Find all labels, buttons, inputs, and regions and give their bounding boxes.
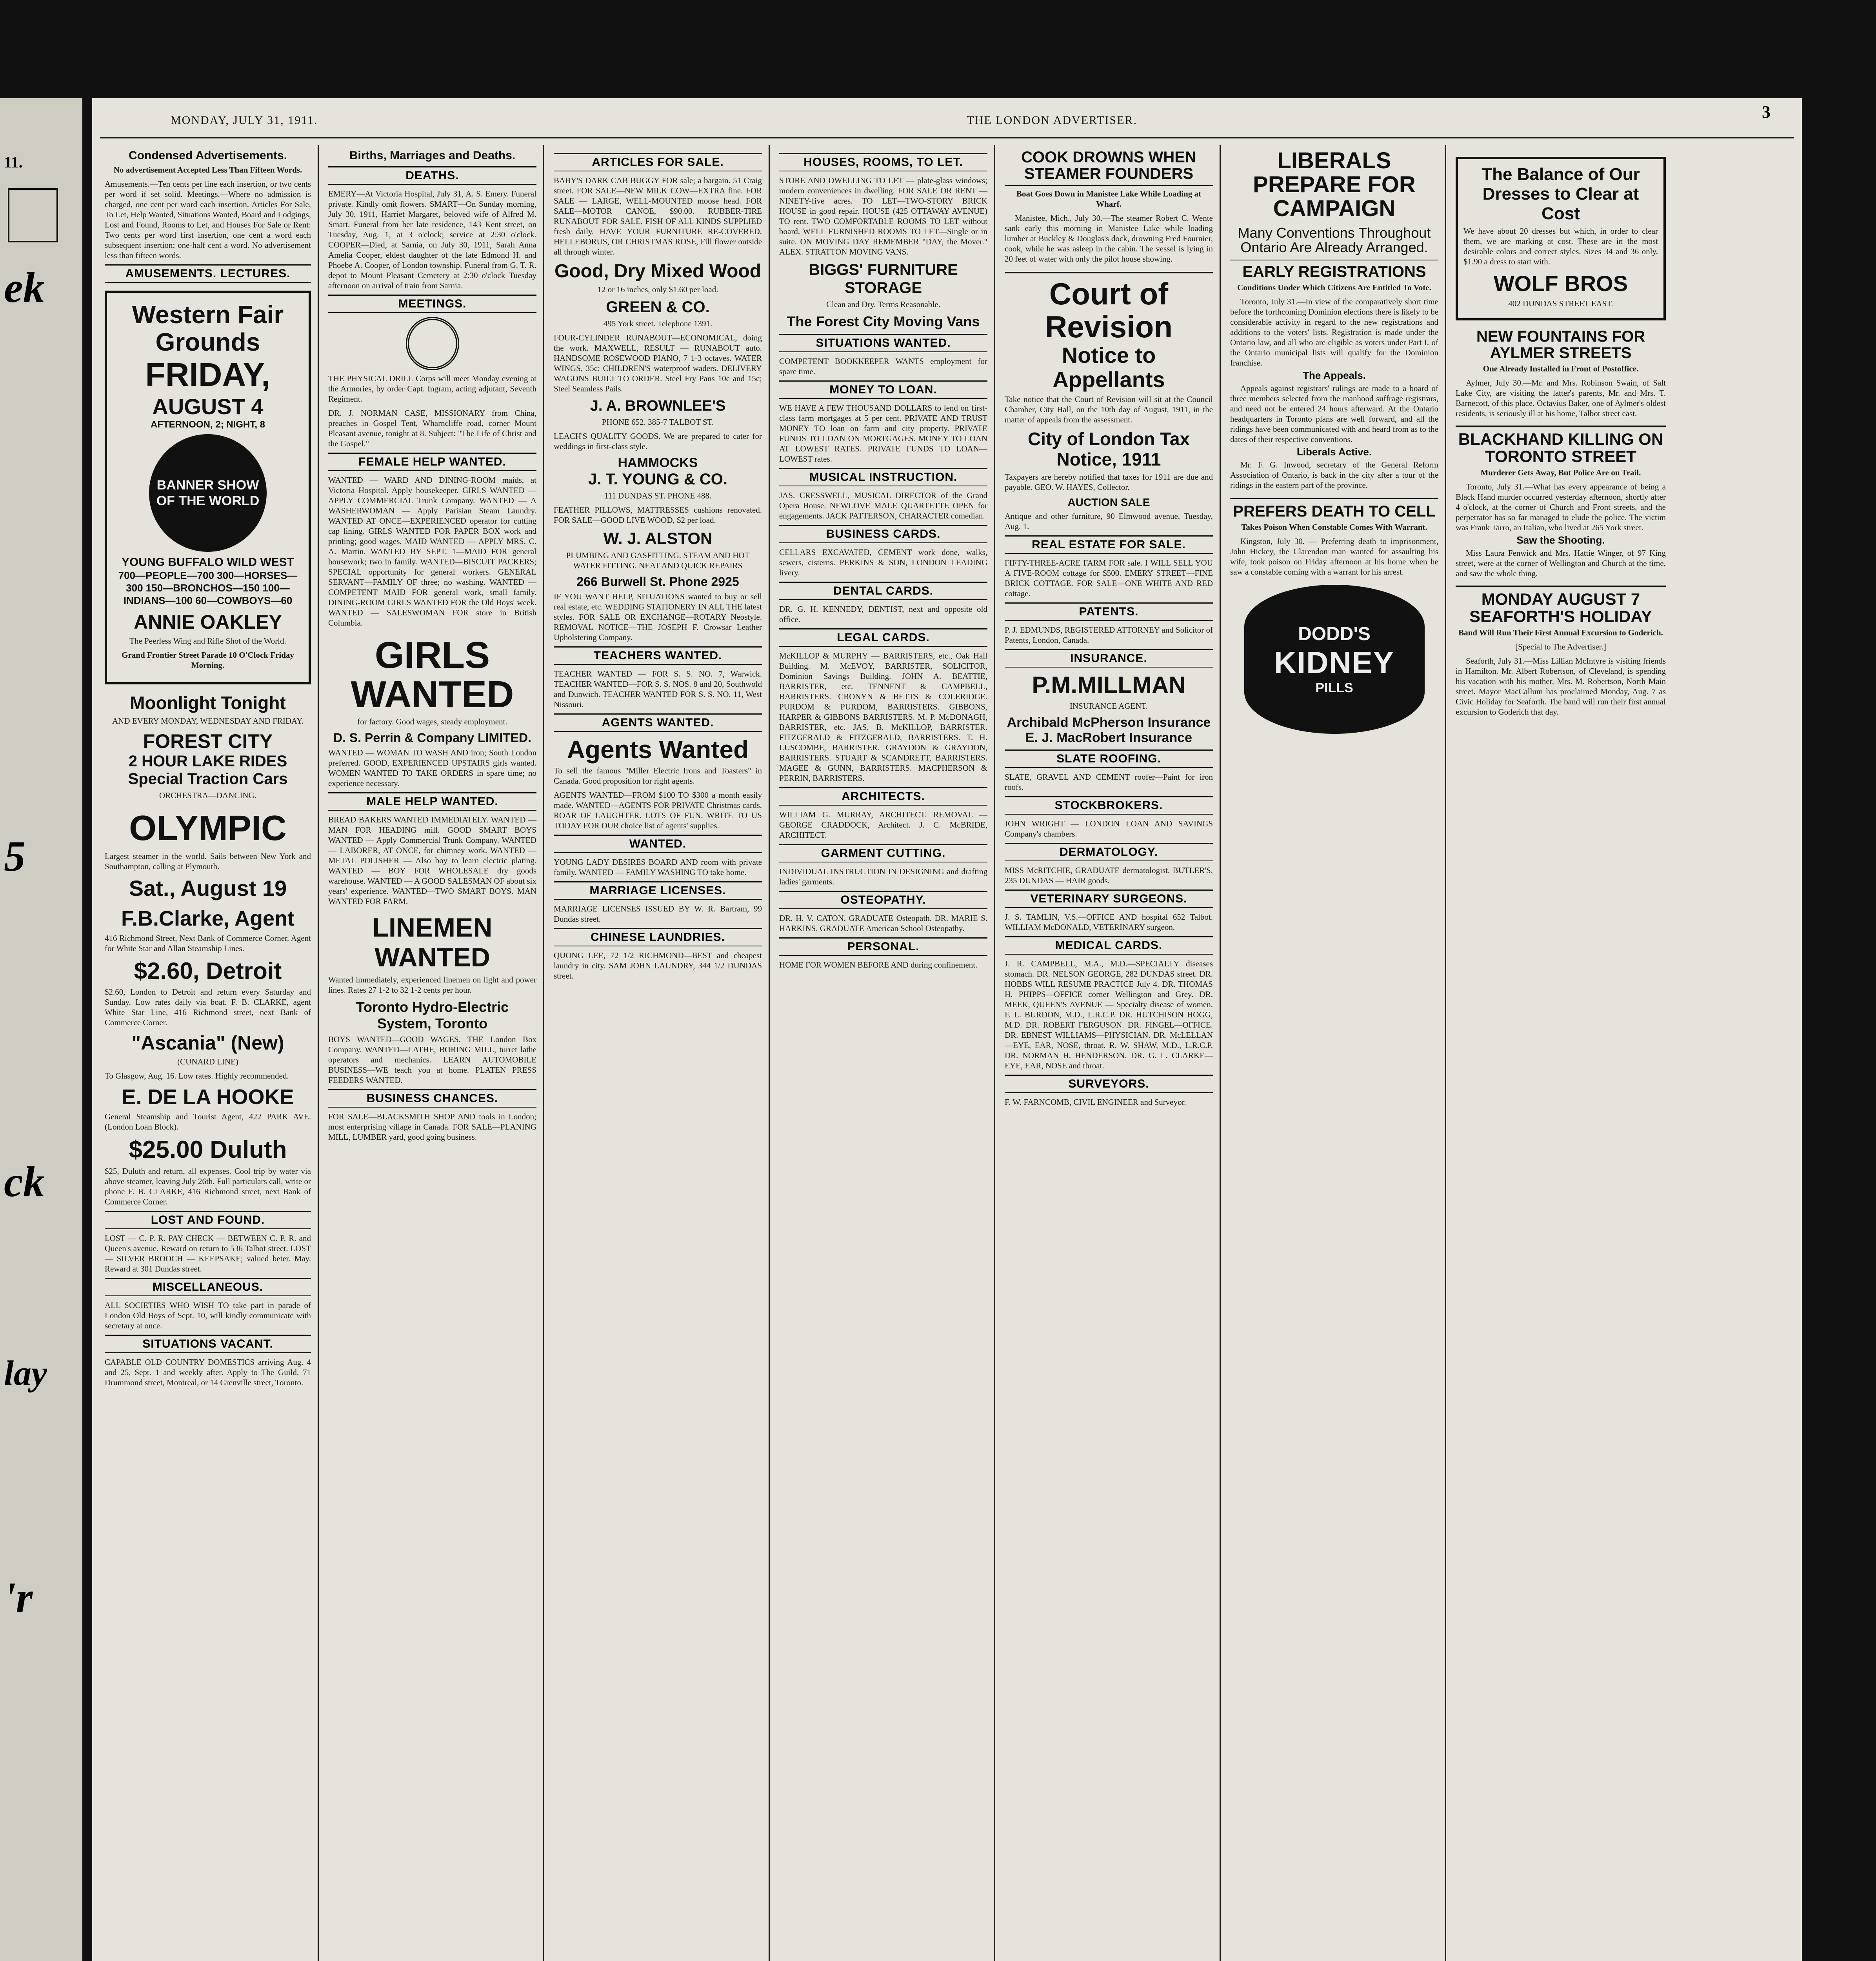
young-addr: 111 DUNDAS ST. PHONE 488. — [604, 491, 712, 500]
vacant-text: CAPABLE OLD COUNTRY DOMESTICS arriving Aug. 4 and 25, Sept. 1 and weekly after. Apply to The Guild, 71 Drummond street, Montreal, or 14 Grenville street, Toronto. — [105, 1357, 311, 1387]
olympic-title: OLYMPIC — [129, 809, 287, 848]
show-name: YOUNG BUFFALO WILD WEST — [122, 556, 294, 569]
article-body: Aylmer, July 30.—Mr. and Mrs. Robinson Swain, of Salt Lake City, are visiting the latter's parents, Mr. and Mrs. T. Barnecott, of this place. Octavius Baker, one of Aylmer's oldest residents, is seriously ill at his home, Talbot street east. — [1456, 378, 1666, 418]
wanted-text: YOUNG LADY DESIRES BOARD AND room with private family. WANTED — FAMILY WASHING TO take home. — [554, 857, 762, 877]
ascania-text: To Glasgow, Aug. 16. Low rates. Highly recommended. — [105, 1071, 289, 1081]
section-header: GARMENT CUTTING. — [779, 844, 987, 862]
section-header: DENTAL CARDS. — [779, 582, 987, 600]
biggs-vans: The Forest City Moving Vans — [787, 313, 980, 329]
emblem-label: BANNER SHOW OF THE WORLD — [156, 478, 260, 508]
linemen-title: LINEMEN WANTED — [372, 913, 493, 972]
column-2 — [324, 149, 541, 1961]
teachers-text: TEACHER WANTED — FOR S. S. NO. 7, Warwick. TEACHER WANTED—FOR S. S. NOS. 8 and 20, Southwold and Dunwich. TEACHER WANTED FOR S. S. NO. 11, West Nissouri. — [554, 669, 762, 709]
hooke-name: E. DE LA HOOKE — [122, 1085, 294, 1109]
column-7 — [1451, 149, 1671, 1961]
article-body: Mr. F. G. Inwood, secretary of the General Reform Association of Ontario, is back in the city after a tour of the ridings in the eastern part of the province. — [1230, 460, 1438, 490]
section-header: DEATHS. — [328, 166, 536, 185]
surveyors-text: F. W. FARNCOMB, CIVIL ENGINEER and Surveyor. — [1005, 1097, 1186, 1107]
strip-fragment: ek — [4, 264, 45, 311]
column-rule — [994, 145, 995, 1961]
column-3 — [549, 149, 767, 1961]
section-header: MALE HELP WANTED. — [328, 792, 536, 811]
agent-text: 416 Richmond Street, Next Bank of Commerce Corner. Agent for White Star and Allan Steamship Lines. — [105, 933, 311, 953]
article-subhead: Band Will Run Their First Annual Excursion to Goderich. — [1458, 628, 1663, 638]
situations-text: COMPETENT BOOKKEEPER WANTS employment for spare time. — [779, 357, 987, 376]
brownlee-text: LEACH'S QUALITY GOODS. We are prepared to cater for weddings in first-class style. — [554, 431, 762, 451]
alston-title: W. J. ALSTON — [603, 529, 713, 548]
agents-title: Agents Wanted — [567, 735, 749, 764]
wood-title: Good, Dry Mixed Wood — [554, 261, 762, 282]
millman-title: P.M.MILLMAN — [1032, 672, 1186, 698]
section-header: MARRIAGE LICENSES. — [554, 881, 762, 900]
article-crosshead: The Appeals. — [1303, 369, 1366, 382]
ascania-title: "Ascania" (New) — [131, 1032, 284, 1054]
marriage-text: MARRIAGE LICENSES ISSUED BY W. R. Bartram, 99 Dundas street. — [554, 904, 762, 924]
newspaper-page — [92, 98, 1802, 1961]
section-header: ARTICLES FOR SALE. — [554, 153, 762, 171]
wolf-bros-ad — [1456, 157, 1666, 320]
article-body: Manistee, Mich., July 30.—The steamer Robert C. Wente sank early this morning in Manistee Lake while loading lumber at Buckley & Douglas's dock, drowning Fred Fournier, cook, while he was asleep in the cabin. The vessel is lying in 20 feet of water with only the pilot house showing. — [1005, 213, 1213, 264]
legal-text: McKILLOP & MURPHY — BARRISTERS, etc., Oak Hall Building. M. McEVOY, BARRISTER, SOLICITOR, Dominion Savings Building. JOHN A. BEATTIE, BARRISTER, etc. TENNENT & CAMPBELL, BARRISTERS. CRONYN & BETTS & COLERIDGE. PURDOM & PURDOM, BARRISTERS. GIBBONS, HARPER & GIBBONS BARRISTERS. M. P. McDONAGH, BARRISTER, etc. JAS. B. McKILLOP, BARRISTER. FITZGERALD & FITZGERALD, BARRISTERS. T. H. LUSCOMBE, BARRISTER. GRAYDON & GRAYDON, BARRISTERS. STUART & SCANDRETT, BARRISTERS. MAGEE & GUNN, BARRISTERS. MACPHERSON & PERRIN, BARRISTERS. — [779, 651, 987, 783]
masthead-paper: THE LONDON ADVERTISER. — [967, 114, 1138, 127]
section-header: MISCELLANEOUS. — [105, 1278, 311, 1296]
ad-title: The Balance of Our Dresses to Clear at Cost — [1482, 165, 1640, 223]
musical-text: JAS. CRESSWELL, MUSICAL DIRECTOR of the Grand Opera House. NEWLOVE MALE QUARTETTE OPEN for engagements. JACK PATTERSON, CHARACTER comedian. — [779, 491, 987, 520]
millman-sub: INSURANCE AGENT. — [1069, 701, 1148, 711]
column-rule — [543, 145, 544, 1961]
article-subhead: Boat Goes Down in Manistee Lake While Loading at Wharf. — [1016, 189, 1201, 209]
ad-firm: WOLF BROS — [1493, 271, 1628, 296]
chinese-text: QUONG LEE, 72 1/2 RICHMOND—BEST and cheapest laundry in city. SAM JOHN LAUNDRY, 344 1/2 DUNDAS street. — [554, 951, 762, 980]
young-text: FEATHER PILLOWS, MATTRESSES cushions renovated. FOR SALE—GOOD LIVE WOOD, $2 per load. — [554, 505, 762, 525]
ad-day: FRIDAY, — [145, 356, 271, 393]
pills-line: KIDNEY — [1274, 645, 1394, 680]
adjacent-page-strip — [0, 98, 82, 1961]
section-header: STOCKBROKERS. — [1005, 796, 1213, 815]
strip-fragment: ck — [4, 1158, 45, 1206]
section-header: TEACHERS WANTED. — [554, 646, 762, 665]
tax-title: City of London Tax Notice, 1911 — [1027, 429, 1190, 469]
emblem-icon — [8, 188, 58, 242]
ad-times: AFTERNOON, 2; NIGHT, 8 — [150, 419, 265, 430]
section-header: WANTED. — [554, 835, 762, 853]
dental-text: DR. G. H. KENNEDY, DENTIST, next and opposite old office. — [779, 604, 987, 624]
section-header: DERMATOLOGY. — [1005, 843, 1213, 861]
article-subhead: Many Conventions Throughout Ontario Are Already Arranged. — [1238, 224, 1431, 256]
vet-text: J. S. TAMLIN, V.S.—OFFICE AND hospital 652 Talbot. WILLIAM McDONALD, VETERINARY surgeon. — [1005, 912, 1213, 932]
agents-ad-text: To sell the famous "Miller Electric Irons and Toasters" in Canada. Good proposition for right agents. — [554, 766, 762, 786]
notice: No advertisement Accepted Less Than Fifteen Words. — [113, 165, 302, 175]
girls-title: GIRLS WANTED — [351, 634, 514, 715]
mcpherson-firm: Archibald McPherson Insurance — [1007, 715, 1211, 730]
article-headline: NEW FOUNTAINS FOR AYLMER STREETS — [1476, 328, 1645, 362]
article-body: Kingston, July 30. — Preferring death to imprisonment, John Hickey, the Clarendon man wanted for assaulting his wife, took poison on Friday afternoon at his home when he saw a constable coming with a warrant for his arrest. — [1230, 537, 1438, 577]
section-header: SLATE ROOFING. — [1005, 749, 1213, 768]
article-body: Toronto, July 31.—In view of the comparatively short time before the forthcoming Dominion elections there is likely to be considerable activity in regard to the new registrations and additions to the voters' lists. Registration is made under the Ontario law, and all who are eligible as voters under Part I. of the Ontario municipal lists will qualify for the Dominion franchise. — [1230, 297, 1438, 368]
detroit-text: $2.60, London to Detroit and return every Saturday and Sunday. Low rates daily via boat. F. B. CLARKE, agent White Star Line, 416 Richmond street, next Bank of Commerce Corner. — [105, 987, 311, 1027]
biggs-sub: Clean and Dry. Terms Reasonable. — [826, 300, 940, 309]
article-headline: PREFERS DEATH TO CELL — [1230, 498, 1438, 520]
osteopathy-text: DR. H. V. CATON, GRADUATE Osteopath. DR. MARIE S. HARKINS, GRADUATE American School Osteopathy. — [779, 913, 987, 933]
section-header: SITUATIONS WANTED. — [779, 334, 987, 352]
houses-text: STORE AND DWELLING TO LET — plate-glass windows; modern conveniences in dwelling. FOR SALE OR RENT — NINETY-five acres. TO LET—TWO-STORY BRICK HOUSE in good repair. HOUSE (425 OTTAWAY AVENUE) TO rent. TWO COMFORTABLE ROOMS TO LET without board. WELL FURNISHED ROOMS TO LET—Single or in suite. ON MOVING DAY REMEMBER "DAY, the Mover." ALEX. STRATTON MOVING VANS. — [779, 176, 987, 256]
architects-text: WILLIAM G. MURRAY, ARCHITECT. REMOVAL — GEORGE CRADDOCK, Architect. J. C. McBRIDE, ARCHITECT. — [779, 810, 987, 840]
article-body: Seaforth, July 31.—Miss Lillian McIntyre is visiting friends in Hamilton. Mr. Albert Robertson, of Cleveland, is spending his vacation with his mother, Mrs. M. Robertson, North Main street. Mayor MacCallum has proclaimed Monday, Aug. 7 as Civic Holiday for Seaforth. The band will run their first annual excursion to Goderich that day. — [1456, 656, 1666, 717]
column-6 — [1225, 149, 1443, 1961]
western-fair-ad — [105, 291, 311, 684]
girls-firm: D. S. Perrin & Company LIMITED. — [333, 731, 531, 745]
strip-fragment: lay — [4, 1354, 47, 1393]
section-header: SURVEYORS. — [1005, 1075, 1213, 1093]
section-header: INSURANCE. — [1005, 649, 1213, 668]
section-header: FEMALE HELP WANTED. — [328, 453, 536, 471]
parade-note: Grand Frontier Street Parade 10 O'Clock Friday Morning. — [122, 650, 294, 670]
agent-name: F.B.Clarke, Agent — [121, 907, 295, 930]
music: ORCHESTRA—DANCING. — [159, 791, 256, 800]
moonlight-sub: AND EVERY MONDAY, WEDNESDAY AND FRIDAY. — [112, 716, 304, 726]
article-subhead: Murderer Gets Away, But Police Are on Trail. — [1480, 468, 1641, 478]
article-headline: MONDAY AUGUST 7 SEAFORTH'S HOLIDAY — [1456, 586, 1666, 625]
strip-fragment: 11. — [4, 153, 23, 171]
section-header: AMUSEMENTS. LECTURES. — [105, 264, 311, 283]
article-subhead: One Already Installed in Front of Postoffice. — [1483, 364, 1639, 373]
duluth-text: $25, Duluth and return, all expenses. Cool trip by water via above steamer, leaving July 26th. Full particulars call, write or phone F. B. CLARKE, 416 Richmond street, next Bank of Commerce Corner. — [105, 1166, 311, 1206]
misc-text: ALL SOCIETIES WHO WISH TO take part in parade of London Old Boys of Sept. 10, will kindly communicate with secretary at once. — [105, 1301, 311, 1330]
linemen-text: Wanted immediately, experienced linemen on light and power lines. Rates 27 1-2 to 32 1-2 cents per hour. — [328, 975, 536, 995]
personal-text: HOME FOR WOMEN BEFORE AND during confinement. — [779, 960, 978, 970]
article-body: Appeals against registrars' rulings are made to a board of three members selected from the manhood suffrage registrars, and need not be entered 24 hours afterward. At the Ontario headquarters in Toronto plans are well forward, and all the ridings have been communicated with and heard from as to the dates of their respective conventions. — [1230, 384, 1438, 444]
alston-extra: IF YOU WANT HELP, SITUATIONS wanted to buy or sell real estate, etc. WEDDING STATIONERY IN ALL THE latest styles. FOR SALE OR EXCHANGE—ROTARY Neostyle. REMOVAL NOTICE—THE JOSEPH F. Crowsar Leather Upholstering Company. — [554, 592, 762, 642]
alston-addr: 266 Burwell St. Phone 2925 — [576, 575, 739, 589]
duluth-title: $25.00 Duluth — [129, 1136, 287, 1163]
section-title: Births, Marriages and Deaths. — [349, 149, 516, 162]
strip-fragment: 5 — [4, 832, 25, 880]
stock-text: JOHN WRIGHT — LONDON LOAN AND SAVINGS Company's chambers. — [1005, 819, 1213, 839]
biggs-title: BIGGS' FURNITURE STORAGE — [809, 261, 958, 297]
article-body: Miss Laura Fenwick and Mrs. Hattie Winger, of 97 King street, were at the corner of Wellington and Church at the time, and saw the whole thing. — [1456, 548, 1666, 578]
money-text: WE HAVE A FEW THOUSAND DOLLARS to lend on first-class farm mortgages at 5 per cent. PRIVATE AND TRUST MONEY TO loan on farm and city property. PRIVATE FUNDS TO LOAN ON MORTGAGES. MONEY TO LOAN AT LOWEST RATES. PRIVATE FUNDS TO LOAN—LOWEST rates. — [779, 403, 987, 464]
pills-line: PILLS — [1315, 680, 1353, 695]
moonlight-title: Moonlight Tonight — [130, 693, 286, 713]
article-crosshead: Liberals Active. — [1296, 446, 1372, 458]
section-header: HOUSES, ROOMS, TO LET. — [779, 153, 987, 171]
article-special: [Special to The Advertiser.] — [1515, 642, 1606, 652]
section-header: REAL ESTATE FOR SALE. — [1005, 535, 1213, 554]
girls-text: for factory. Good wages, steady employment. — [357, 717, 507, 726]
auction-text: Antique and other furniture, 90 Elmwood avenue, Tuesday, Aug. 1. — [1005, 511, 1213, 531]
ascania-line: (CUNARD LINE) — [177, 1057, 238, 1066]
article-subhead: Takes Poison When Constable Comes With Warrant. — [1241, 522, 1427, 532]
section-header: BUSINESS CHANCES. — [328, 1089, 536, 1108]
ad-date: AUGUST 4 — [152, 394, 264, 419]
young-title: J. T. YOUNG & CO. — [588, 471, 727, 488]
lost-text: LOST — C. P. R. PAY CHECK — BETWEEN C. P. R. and Queen's avenue. Reward on return to 536 Talbot street. LOST — SILVER BROOCH — KEEPSAKE; valued beter. May. Reward at 301 Dundas street. — [105, 1233, 311, 1273]
column-rule — [1220, 145, 1221, 1961]
crest-icon — [406, 317, 459, 370]
section-header: CHINESE LAUNDRIES. — [554, 928, 762, 946]
wood-firm: GREEN & CO. — [606, 298, 710, 316]
section-header: PATENTS. — [1005, 602, 1213, 621]
steamer-name: FOREST CITY — [143, 730, 273, 752]
section-header: LOST AND FOUND. — [105, 1211, 311, 1229]
business-text: CELLARS EXCAVATED, CEMENT work done, walks, sewers, cisterns. PERKINS & SON, LONDON LEADING livery. — [779, 548, 987, 577]
brownlee-title: J. A. BROWNLEE'S — [590, 398, 726, 414]
garment-text: INDIVIDUAL INSTRUCTION IN DESIGNING and drafting ladies' garments. — [779, 867, 987, 886]
olympic-date: Sat., August 19 — [129, 876, 287, 900]
slate-text: SLATE, GRAVEL AND CEMENT roofer—Paint for iron roofs. — [1005, 772, 1213, 792]
rides: 2 HOUR LAKE RIDES — [128, 753, 287, 770]
hammocks-title: HAMMOCKS — [618, 455, 698, 470]
article-body: Toronto, July 31.—What has every appearance of being a Black Hand murder occurred yesterday afternoon, shortly after 4 o'clock, at the corner of Church and Front streets, and the perpetrator has so far managed to elude the police. The victim was Frank Tarro, an Italian, who lived at 265 York street. — [1456, 482, 1666, 533]
male-text: BREAD BAKERS WANTED IMMEDIATELY. WANTED — MAN FOR HEADING mill. GOOD SMART BOYS WANTED — Apply Commercial Trunk Company. WANTED — LABORER, AT ONCE, for chimney work. WANTED — METAL POLISHER — Also boy to learn electric plating. WANTED — BOY FOR WHOLESALE dry goods warehouse. WANTED — A GOOD SALESMAN OF about six years' experience. WANTED—TWO SMART BOYS. MAN WANTED FOR FARM. — [328, 815, 537, 906]
court-text: Take notice that the Court of Revision will sit at the Council Chamber, City Hall, on the 10th day of August, 1911, in the matter of appeals from the assessment. — [1005, 395, 1213, 424]
pills-line: DODD'S — [1298, 623, 1371, 644]
ad-text: We have about 20 dresses but which, in order to clear them, we are marking at cost. These are in the most desirable colors and correct styles. Sizes 34 and 36 only. $1.90 a dress to start with. — [1463, 226, 1658, 266]
article-headline: COOK DROWNS WHEN STEAMER FOUNDERS — [1005, 149, 1213, 186]
section-header: MEETINGS. — [328, 295, 536, 313]
brownlee-addr: PHONE 652. 385-7 TALBOT ST. — [602, 417, 714, 427]
girls-extra: WANTED — WOMAN TO WASH AND iron; South London preferred. GOOD, EXPERIENCED UPSTAIRS girls wanted. WOMEN WANTED TO TAKE ORDERS in spare time; no experience necessary. — [328, 748, 536, 788]
masthead-date: MONDAY, JULY 31, 1911. — [171, 114, 318, 127]
alston-text: PLUMBING AND GASFITTING. STEAM AND HOT WATER FITTING. NEAT AND QUICK REPAIRS — [566, 551, 750, 570]
macrobert-firm: E. J. MacRobert Insurance — [1025, 730, 1192, 745]
header-rule — [100, 137, 1794, 138]
rates-text: Amusements.—Ten cents per line each insertion, or two cents per word if set solid. Meetings.—Where no admission is charged, one cent per word each insertion. Articles For Sale, To Let, Help Wanted, Situations Wanted, Board and Lodgings, Lost and Found, Rooms to Let, and Houses For Sale or Rent: Two cents per word first insertion, one cent a word each subsequent insertion; one-half cent a word. No advertisement less than fifteen words. — [105, 179, 311, 260]
column-1 — [100, 149, 316, 1961]
column-rule — [318, 145, 319, 1961]
patents-text: P. J. EDMUNDS, REGISTERED ATTORNEY and Solicitor of Patents, London, Canada. — [1005, 625, 1213, 645]
strip-fragment: 'r — [4, 1574, 33, 1621]
people-counts: 700—PEOPLE—700 300—HORSES—300 150—BRONCHOS—150 100—INDIANS—100 60—COWBOYS—60 — [118, 569, 298, 606]
sale-text-2: FOUR-CYLINDER RUNABOUT—ECONOMICAL, doing the work. MAXWELL, RESULT — RUNABOUT auto. HANDSOME ROSEWOOD PIANO, 7 1-3 octaves. WATER WINGS, 35c; CHILDREN'S waterproof waders. DELIVERY WAGONS BUILT TO ORDER. Steel Fry Pans 10c and 15c; Steel Seamless Pails. — [554, 333, 762, 393]
female-text: WANTED — WARD AND DINING-ROOM maids, at Victoria Hospital. Apply housekeeper. GIRLS WANTED — APPLY COMMERCIAL Trunk Company. WANTED — A WASHERWOMAN — Apply Parisian Steam Laundry. WANTED AT ONCE—EXPERIENCED operator for cutting cap lining. GIRLS WANTED FOR PAPER BOX work and printing; good wages. MAID WANTED — APPLY MRS. C. A. Martin. WANTED BY SEPT. 1—MAID FOR general housework; two in family. WANTED—BISCUIT PACKERS; SPECIAL opportunity for general workers. GENERAL SERVANT—FAMILY OF three; no washing. WANTED — COMPETENT MAID FOR general work, small family. DINING-ROOM GIRLS WANTED FOR the Old Boys' week. WANTED — SALESWOMAN FOR store in British Columbia. — [328, 475, 536, 628]
column-rule — [769, 145, 770, 1961]
section-header: MEDICAL CARDS. — [1005, 936, 1213, 955]
section-header: ARCHITECTS. — [779, 787, 987, 806]
realestate-text: FIFTY-THREE-ACRE FARM FOR sale. I WILL SELL YOU A FIVE-ROOM cottage for $500. EMERY STREET—FINE BRICK COTTAGE. FOR SALE—ONE WHITE AND RED cottage. — [1005, 558, 1213, 598]
section-header: OSTEOPATHY. — [779, 891, 987, 909]
banner-show-icon — [149, 434, 267, 552]
court-title: Court of Revision — [1005, 272, 1213, 343]
linemen-firm: Toronto Hydro-Electric System, Toronto — [356, 999, 509, 1031]
medical-text: J. R. CAMPBELL, M.A., M.D.—SPECIALTY diseases stomach. DR. NELSON GEORGE, 282 DUNDAS street. DR. HOBBS WILL RESUME PRACTICE July 4. DR. THOMAS H. PHIPPS—OFFICE corner Wellington and Grey. DR. MEEK, QUEEN'S AVENUE — Specialty disease of women. F. L. BURDON, M.D., L.R.C.P. DR. HUTCHISON HOGG, M.D. DR. ROBERT FERGUSON. DR. FINGEL—OFFICE. DR. EBNEST WILLIAMS—PHYSICIAN. DR. McLELLAN—EYE, EAR, NOSE, throat. R. W. SHAW, M.D., L.R.C.P. DR. NORMAN H. HENDERSON. DR. G. L. CLARKE—EYE, EAR, NOSE and throat. — [1005, 959, 1213, 1070]
masthead — [171, 114, 1786, 129]
derm-text: MISS McRITCHIE, GRADUATE dermatologist. BUTLER'S, 235 DUNDAS — HAIR goods. — [1005, 866, 1213, 885]
column-rule — [1445, 145, 1446, 1961]
court-sub: Notice to Appellants — [1053, 343, 1165, 392]
hooke-text: General Steamship and Tourist Agent, 422 PARK AVE. (London Loan Block). — [105, 1112, 311, 1131]
section-header: VETERINARY SURGEONS. — [1005, 890, 1213, 908]
article-headline: LIBERALS PREPARE FOR CAMPAIGN — [1253, 149, 1416, 221]
section-header: SITUATIONS VACANT. — [105, 1335, 311, 1353]
agents-text: AGENTS WANTED—FROM $100 TO $300 a month easily made. WANTED—AGENTS FOR PRIVATE Christmas cards. ROAR OF LAUGHTER. LOTS OF FUN. WRITE TO US TODAY FOR OUR choice list of agents' supplies. — [554, 790, 762, 830]
ad-title: Western Fair Grounds — [132, 300, 284, 356]
star-note: The Peerless Wing and Rifle Shot of the World. — [129, 636, 286, 646]
ad-addr: 402 DUNDAS STREET EAST. — [1508, 299, 1613, 308]
wood-addr: 495 York street. Telephone 1391. — [603, 319, 713, 328]
section-header: PERSONAL. — [779, 937, 987, 956]
sale-text: BABY'S DARK CAB BUGGY FOR sale; a bargain. 51 Craig street. FOR SALE—NEW MILK COW—EXTRA fine. FOR SALE — LARGE, WELL-MOUNTED moose head. FOR SALE—MOTOR CANOE, $90.00. RUBBER-TIRE RUNABOUT FOR SALE. FISH OF ALL KINDS SUPPLIED fresh daily. HAVE YOUR FURNITURE RE-COVERED. HELLEBORUS, OR CHRISTMAS ROSE, Fill flower outside all through winter. — [554, 176, 762, 256]
column-4 — [774, 149, 992, 1961]
kidney-pills-icon — [1244, 585, 1425, 734]
section-header: MONEY TO LOAN. — [779, 380, 987, 399]
star-name: ANNIE OAKLEY — [134, 611, 282, 633]
wood-text: 12 or 16 inches, only $1.60 per load. — [597, 285, 718, 294]
section-header: BUSINESS CARDS. — [779, 525, 987, 543]
section-header: MUSICAL INSTRUCTION. — [779, 468, 987, 486]
traction-cars: Special Traction Cars — [128, 770, 288, 788]
page-number: 3 — [1762, 102, 1771, 122]
article-subhead-2: EARLY REGISTRATIONS — [1230, 260, 1438, 280]
norman-notice: DR. J. NORMAN CASE, MISSIONARY from China, preaches in Gospel Tent, Wharncliffe road, corner Mount Pleasant avenue, tonight at 8. Subject: "The Life of Christ and the Gospel." — [328, 408, 536, 448]
olympic-text: Largest steamer in the world. Sails between New York and Southampton, calling at Plymouth. — [105, 851, 311, 871]
column-5 — [1000, 149, 1218, 1961]
auction-title: AUCTION SALE — [1067, 496, 1150, 508]
linemen-extra: BOYS WANTED—GOOD WAGES. THE London Box Company. WANTED—LATHE, BORING MILL, turret lathe operators and mechanics. LEARN AUTOMOBILE BUSINESS—WE teach you at home. PLATEN PRESS FEEDERS WANTED. — [328, 1035, 536, 1085]
section-header: LEGAL CARDS. — [779, 628, 987, 647]
death-notices: EMERY—At Victoria Hospital, July 31, A. S. Emery. Funeral private. Kindly omit flowers. SMART—On Sunday morning, July 30, 1911, Harriet Margaret, beloved wife of Alfred M. Smart. Funeral from her late residence, 143 Kent street, on Tuesday, Aug. 1, at 3 o'clock; service at 2:30 o'clock. COOPER—Died, at Sarnia, on July 30, 1911, Sarah Anna Amelia Cooper, eldest daughter of the late Edmond H. and Phoebe A. Cooper, of London township. Funeral from G. T. R. depot to Mount Pleasant Cemetery at 2:30 o'clock Tuesday afternoon on arrival of train from Sarnia. — [328, 189, 536, 290]
chances-text: FOR SALE—BLACKSMITH SHOP AND tools in London; most enterprising village in Canada. FOR SALE—PLANING MILL, LUMBER yard, good going business. — [328, 1112, 536, 1142]
drill-notice: THE PHYSICAL DRILL Corps will meet Monday evening at the Armories, by order Capt. Ingram, acting adjutant, Seventh Regiment. — [328, 374, 536, 404]
article-crosshead: Saw the Shooting. — [1516, 534, 1605, 546]
article-headline: BLACKHAND KILLING ON TORONTO STREET — [1456, 426, 1666, 465]
section-title: Condensed Advertisements. — [129, 149, 287, 162]
detroit-title: $2.60, Detroit — [134, 958, 282, 984]
article-subhead-3: Conditions Under Which Citizens Are Entitled To Vote. — [1237, 283, 1431, 293]
tax-text: Taxpayers are hereby notified that taxes for 1911 are due and payable. GEO. W. HAYES, Collector. — [1005, 472, 1213, 492]
section-header: AGENTS WANTED. — [554, 713, 762, 732]
